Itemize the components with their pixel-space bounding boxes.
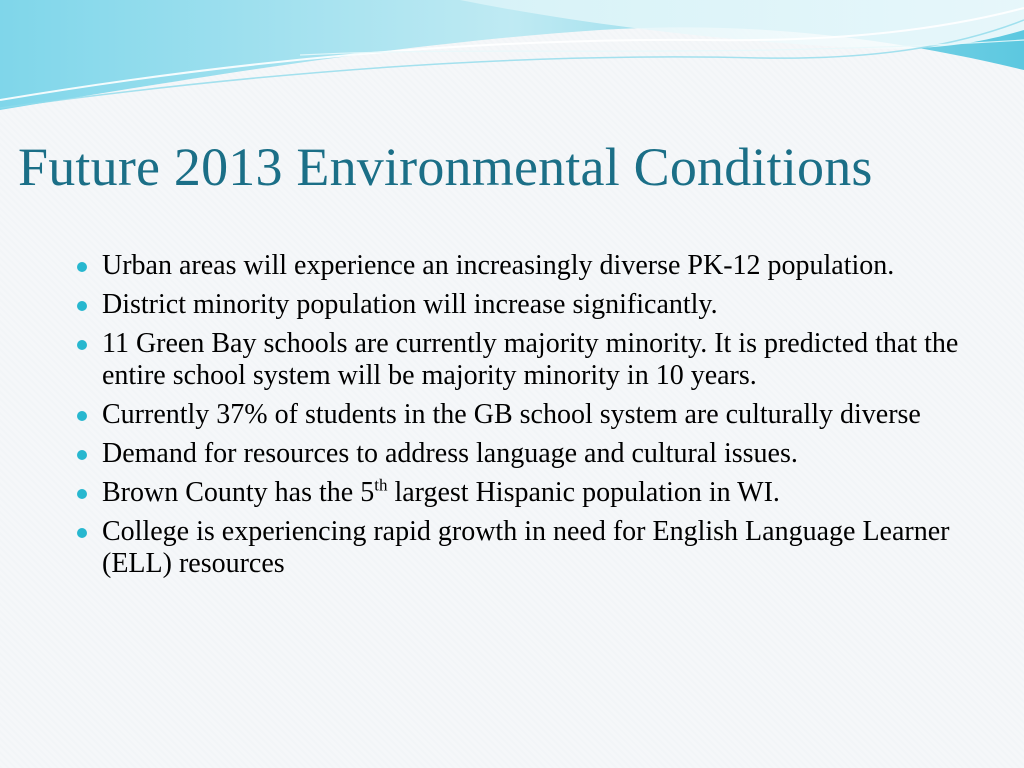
bullet-text: Urban areas will experience an increasingly diverse PK-12 population.: [102, 250, 895, 281]
bullet-item: [72, 250, 992, 282]
bullet-dot-icon: [77, 411, 87, 421]
bullet-text-part: largest Hispanic population in WI.: [387, 477, 780, 508]
bullet-item: [72, 328, 992, 392]
bullet-text: Currently 37% of students in the GB school system are culturally diverse: [102, 399, 921, 430]
bullet-item: [72, 289, 992, 321]
slide-title: Future 2013 Environmental Conditions: [18, 137, 873, 197]
bullet-item: [72, 399, 992, 431]
bullet-dot-icon: [77, 489, 87, 499]
bullet-dot-icon: [77, 262, 87, 272]
bullet-dot-icon: [77, 340, 87, 350]
bullet-text: 11 Green Bay schools are currently majority minority. It is predicted that the entire school system will be majority minority in 10 years.: [102, 328, 959, 391]
bullet-text: Demand for resources to address language and cultural issues.: [102, 438, 798, 469]
bullet-dot-icon: [77, 528, 87, 538]
bullet-item: [72, 477, 992, 509]
bullet-item: [72, 516, 992, 580]
bullet-text: District minority population will increase significantly.: [102, 289, 718, 320]
ordinal-superscript: th: [374, 475, 388, 495]
bullet-dot-icon: [77, 301, 87, 311]
bullet-text-part: Brown County has the 5: [102, 477, 375, 508]
bullet-dot-icon: [77, 450, 87, 460]
header-wave-decoration: [0, 0, 1024, 120]
bullet-item: [72, 438, 992, 470]
bullet-text: [102, 477, 780, 508]
bullet-list: [72, 250, 992, 587]
bullet-text: College is experiencing rapid growth in need for English Language Learner (ELL) resources: [102, 516, 950, 579]
